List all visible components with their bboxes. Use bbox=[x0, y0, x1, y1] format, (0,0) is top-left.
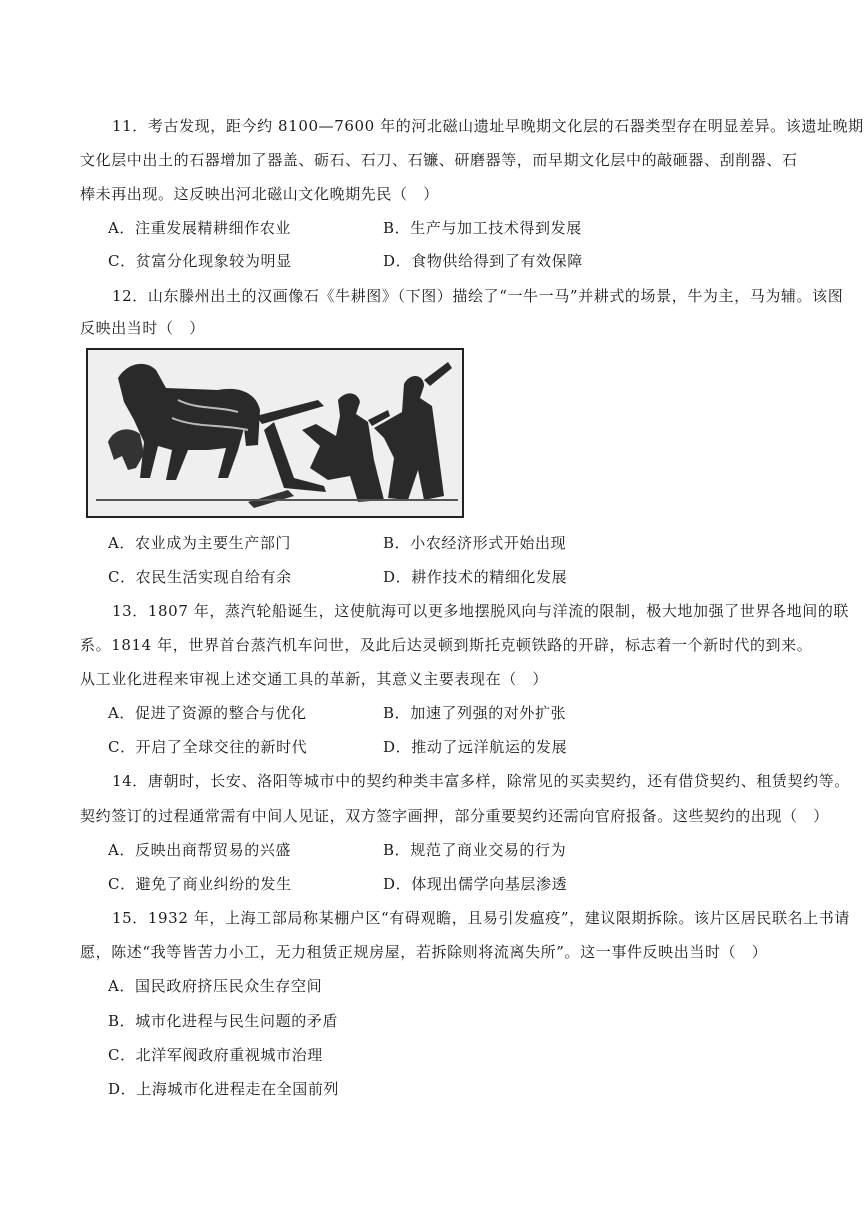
question-14-option-a: A．反映出商帮贸易的兴盛 bbox=[108, 841, 292, 859]
question-13-line-3: 从工业化进程来审视上述交通工具的革新，其意义主要表现在（ ） bbox=[80, 670, 549, 688]
question-11-line-2: 文化层中出土的石器增加了器盖、砺石、石刀、石镰、研磨器等，而早期文化层中的敲砸器、刮削器、石 bbox=[80, 151, 798, 169]
question-15-option-c: C．北洋军阀政府重视城市治理 bbox=[108, 1046, 323, 1064]
question-13-option-c: C．开启了全球交往的新时代 bbox=[108, 738, 308, 756]
question-14-line-2: 契约签订的过程通常需有中间人见证，双方签字画押，部分重要契约还需向官府报备。这些契约的出现（ ） bbox=[80, 807, 829, 825]
question-12-option-d: D．耕作技术的精细化发展 bbox=[383, 568, 568, 586]
question-15-option-d: D．上海城市化进程走在全国前列 bbox=[108, 1080, 340, 1098]
question-12-option-c: C．农民生活实现自给有余 bbox=[108, 568, 292, 586]
question-13-option-d: D．推动了远洋航运的发展 bbox=[383, 738, 568, 756]
question-15-option-b: B．城市化进程与民生问题的矛盾 bbox=[108, 1012, 339, 1030]
question-15-line-1: 15．1932 年，上海工部局称某棚户区“有碍观瞻，且易引发瘟疫”，建议限期拆除。该片区居民联名上书请 bbox=[112, 909, 850, 927]
ox-plowing-stone-relief-image bbox=[86, 348, 464, 518]
question-11-line-1: 11．考古发现，距今约 8100—7600 年的河北磁山遗址早晚期文化层的石器类型存在明显差异。该遗址晚期 bbox=[112, 117, 864, 135]
question-14-option-c: C．避免了商业纠纷的发生 bbox=[108, 875, 292, 893]
question-11-line-3: 棒未再出现。这反映出河北磁山文化晚期先民（ ） bbox=[80, 185, 439, 203]
question-13-option-a: A．促进了资源的整合与优化 bbox=[108, 704, 307, 722]
question-13-option-b: B．加速了列强的对外扩张 bbox=[383, 704, 567, 722]
question-13-line-2: 系。1814 年，世界首台蒸汽机车问世，及此后达灵顿到斯托克顿铁路的开辟，标志着一个新时代的到来。 bbox=[80, 636, 813, 654]
question-15-option-a: A．国民政府挤压民众生存空间 bbox=[108, 977, 323, 995]
question-12-line-1: 12．山东滕州出土的汉画像石《牛耕图》（下图）描绘了“一牛一马”并耕式的场景，牛为主，马为辅。该图 bbox=[112, 287, 844, 305]
question-14-option-b: B．规范了商业交易的行为 bbox=[383, 841, 567, 859]
question-12-option-b: B．小农经济形式开始出现 bbox=[383, 534, 567, 552]
question-12-option-a: A．农业成为主要生产部门 bbox=[108, 534, 292, 552]
question-14-line-1: 14．唐朝时，长安、洛阳等城市中的契约种类丰富多样，除常见的买卖契约，还有借贷契约、租赁契约等。 bbox=[112, 772, 850, 790]
question-15-line-2: 愿，陈述“我等皆苦力小工，无力租赁正规房屋，若拆除则将流离失所”。这一事件反映出当时（ ） bbox=[80, 943, 768, 961]
question-11-option-b: B．生产与加工技术得到发展 bbox=[383, 219, 582, 237]
question-13-line-1: 13．1807 年，蒸汽轮船诞生，这使航海可以更多地摆脱风向与洋流的限制，极大地加强了世界各地间的联 bbox=[112, 602, 850, 620]
question-11-option-c: C．贫富分化现象较为明显 bbox=[108, 252, 292, 270]
question-12-line-2: 反映出当时（ ） bbox=[80, 319, 205, 337]
question-11-option-a: A．注重发展精耕细作农业 bbox=[108, 219, 292, 237]
question-11-option-d: D．食物供给得到了有效保障 bbox=[383, 252, 583, 270]
question-14-option-d: D．体现出儒学向基层渗透 bbox=[383, 875, 568, 893]
